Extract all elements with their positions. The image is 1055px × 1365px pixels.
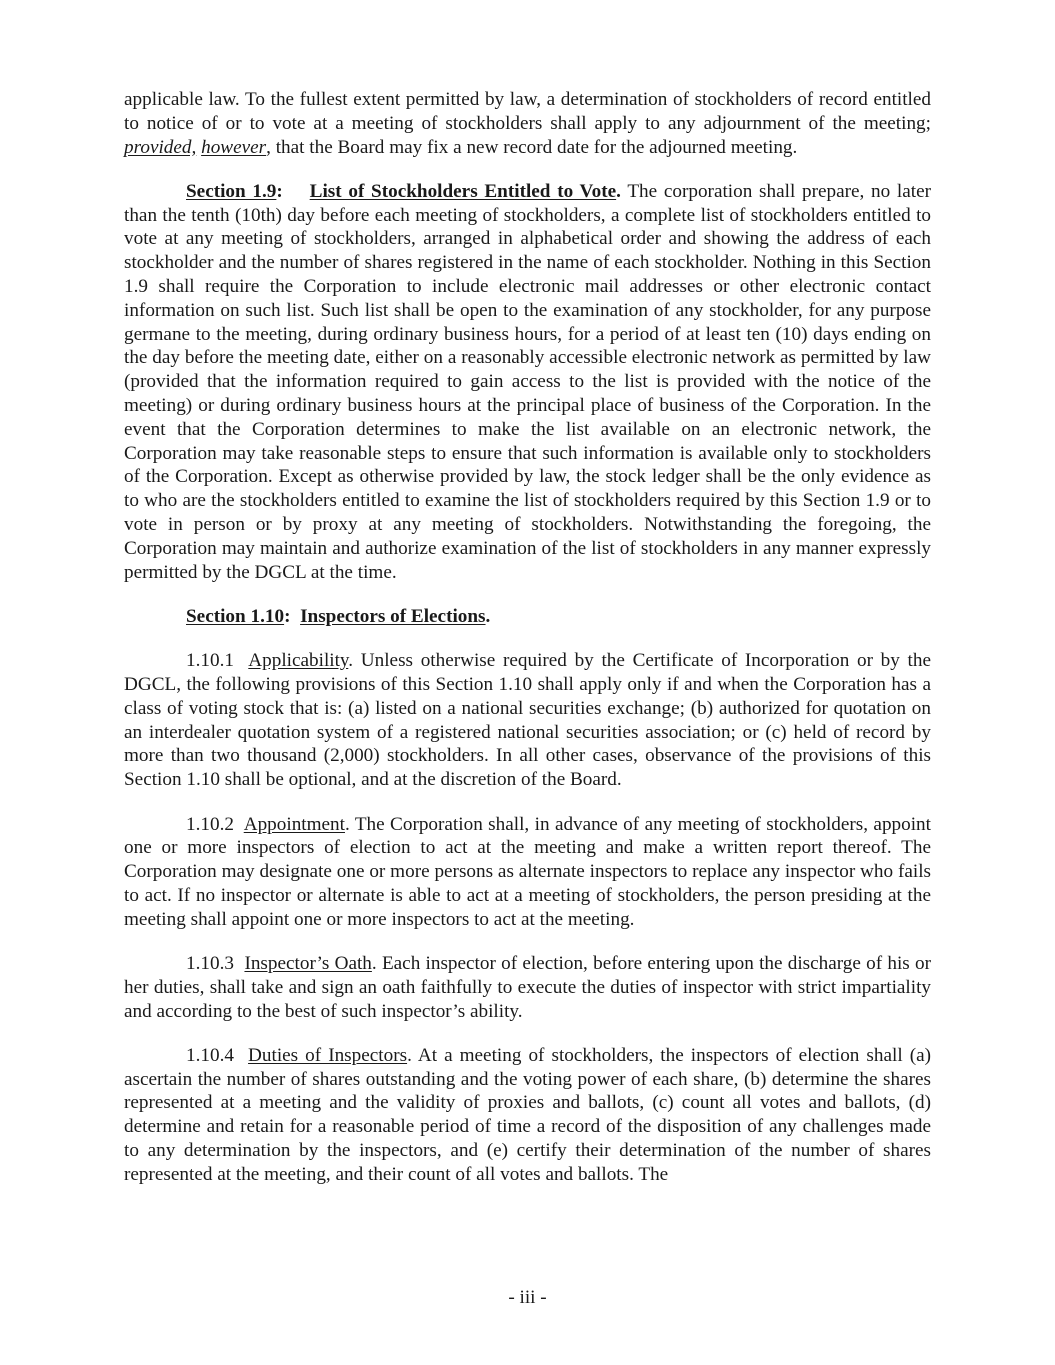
section-1-10-label: Section 1.10 — [186, 605, 285, 627]
subsection-number: 1.10.4 — [186, 1044, 249, 1066]
subsection-body: . Unless otherwise required by the Certificate of Incorporation or by the DGCL, the following provisions of this Section 1.10 shall apply only if and when the Corporation has a class of voting stock that is: (a) listed on a national securities exchange; (b) authorized for quotation on an interdealer quotation system of a registered national securities association; or (c) held of record by more than two thousand (2,000) stockholders. In all other cases, observance of the provisions of this Section 1.10 shall be optional, and at the discretion of the Board. — [124, 650, 931, 791]
subsection-heading: Inspector’s Oath — [244, 953, 372, 974]
subsection-number: 1.10.3 — [186, 953, 245, 974]
intro-paragraph — [124, 88, 931, 159]
subsection-number: 1.10.1 — [186, 650, 249, 672]
section-1-9-title: List of Stockholders Entitled to Vote — [309, 180, 617, 202]
subsection-1-10-3 — [124, 952, 931, 1023]
subsection-number: 1.10.2 — [186, 813, 244, 835]
subsection-heading: Duties of Inspectors — [248, 1044, 408, 1066]
however-term: however — [201, 136, 267, 158]
section-1-9-body: The corporation shall prepare, no later than the tenth (10th) day before each meeting of stockholders, a complete list of stockholders entitled to vote at any meeting of stockholders, arranged in alphabetical order and showing the address of each stockholder and the number of shares registered in the name of each stockholder. Nothing in this Section 1.9 shall require the Corporation to include electronic mail addresses or other electronic contact information on such list. Such list shall be open to the examination of any stockholder, for any purpose germane to the meeting, during ordinary business hours, for a period of at least ten (10) days ending on the day before the meeting date, either on a reasonably accessible electronic network as permitted by law (provided that the information required to gain access to the list is provided with the notice of the meeting) or during ordinary business hours at the principal place of business of the Corporation. In the event that the Corporation determines to make the list available on an electronic network, the Corporation may take reasonable steps to ensure that such information is available only to stockholders of the Corporation. Except as otherwise provided by law, the stock ledger shall be the only evidence as to who are the stockholders entitled to examine the list of stockholders required by this Section 1.9 or to vote in person or by proxy at any meeting of stockholders. Notwithstanding the foregoing, the Corporation may maintain and authorize examination of the list of stockholders in any manner expressly permitted by the DGCL at the time. — [124, 180, 932, 583]
page-number: - iii - — [508, 1287, 547, 1308]
intro-text-end: , that the Board may fix a new record date for the adjourned meeting. — [266, 136, 798, 158]
subsection-1-10-4 — [124, 1044, 931, 1187]
section-1-9-paragraph: Section 1.9: List of Stockholders Entitled to Vote. The corporation shall prepare, no later than the tenth (10th) day before each meeting of stockholders, a complete list of stockholders entitled to vote at any meeting of stockholders, arranged in alphabetical order and showing the address of each stockholder and the number of shares registered in the name of each stockholder. Nothing in this Section 1.9 shall require the Corporation to include electronic mail addresses or other electronic contact information on such list. Such list shall be open to the examination of any stockholder, for any purpose germane to the meeting, during ordinary business hours, for a period of at least ten (10) days ending on the day before the meeting date, either on a reasonably accessible electronic network as permitted by law (provided that the information required to gain access to the list is provided with the notice of the meeting) or during ordinary business hours at the principal place of business of the Corporation. In the event that the Corporation determines to make the list available on an electronic network, the Corporation may take reasonable steps to ensure that such information is available only to stockholders of the Corporation. Except as otherwise provided by law, the stock ledger shall be the only evidence as to who are the stockholders entitled to examine the list of stockholders required by this Section 1.9 or to vote in person or by proxy at any meeting of stockholders. Notwithstanding the foregoing, the Corporation may maintain and authorize examination of the list of stockholders in any manner expressly permitted by the DGCL at the time. — [124, 180, 932, 583]
section-1-10-title: Inspectors of Elections — [300, 605, 486, 627]
intro-text-start: applicable law. To the fullest extent permitted by law, a determination of stockholders of record entitled to notice of or to vote at a meeting of stockholders shall apply to any adjournment of the meeting; — [124, 89, 931, 134]
subsection-1-10-1 — [124, 649, 931, 792]
subsection-body: . The Corporation shall, in advance of any meeting of stockholders, appoint one or more inspectors of election to act at the meeting and make a written report thereof. The Corporation may designate one or more persons as alternate inspectors to replace any inspector who fails to act. If no inspector or alternate is able to act at a meeting of stockholders, the person presiding at the meeting shall appoint one or more inspectors to act at the meeting. — [124, 813, 931, 930]
subsection-body: . At a meeting of stockholders, the inspectors of election shall (a) ascertain the number of shares outstanding and the voting power of each share, (b) determine the shares represented at a meeting and the validity of proxies and ballots, (c) count all votes and ballots, (d) determine and retain for a reasonable period of time a record of the disposition of any challenges made to any determination by the inspectors, and (e) certify their determination of the number of shares represented at the meeting, and their count of all votes and ballots. The — [124, 1044, 931, 1185]
subsection-heading: Appointment — [243, 813, 345, 835]
section-1-9-label: Section 1.9 — [186, 180, 277, 202]
subsection-heading: Applicability — [248, 650, 349, 672]
subsection-1-10-2 — [124, 813, 931, 932]
subsection-body: . Each inspector of election, before entering upon the discharge of his or her duties, shall take and sign an oath faithfully to execute the duties of inspector with strict impartiality and according to the best of such inspector’s ability. — [124, 953, 932, 1022]
document-page — [124, 88, 931, 1207]
section-1-10-heading: Section 1.10: Inspectors of Elections. — [186, 605, 491, 627]
provided-term: provided, — [124, 136, 197, 158]
